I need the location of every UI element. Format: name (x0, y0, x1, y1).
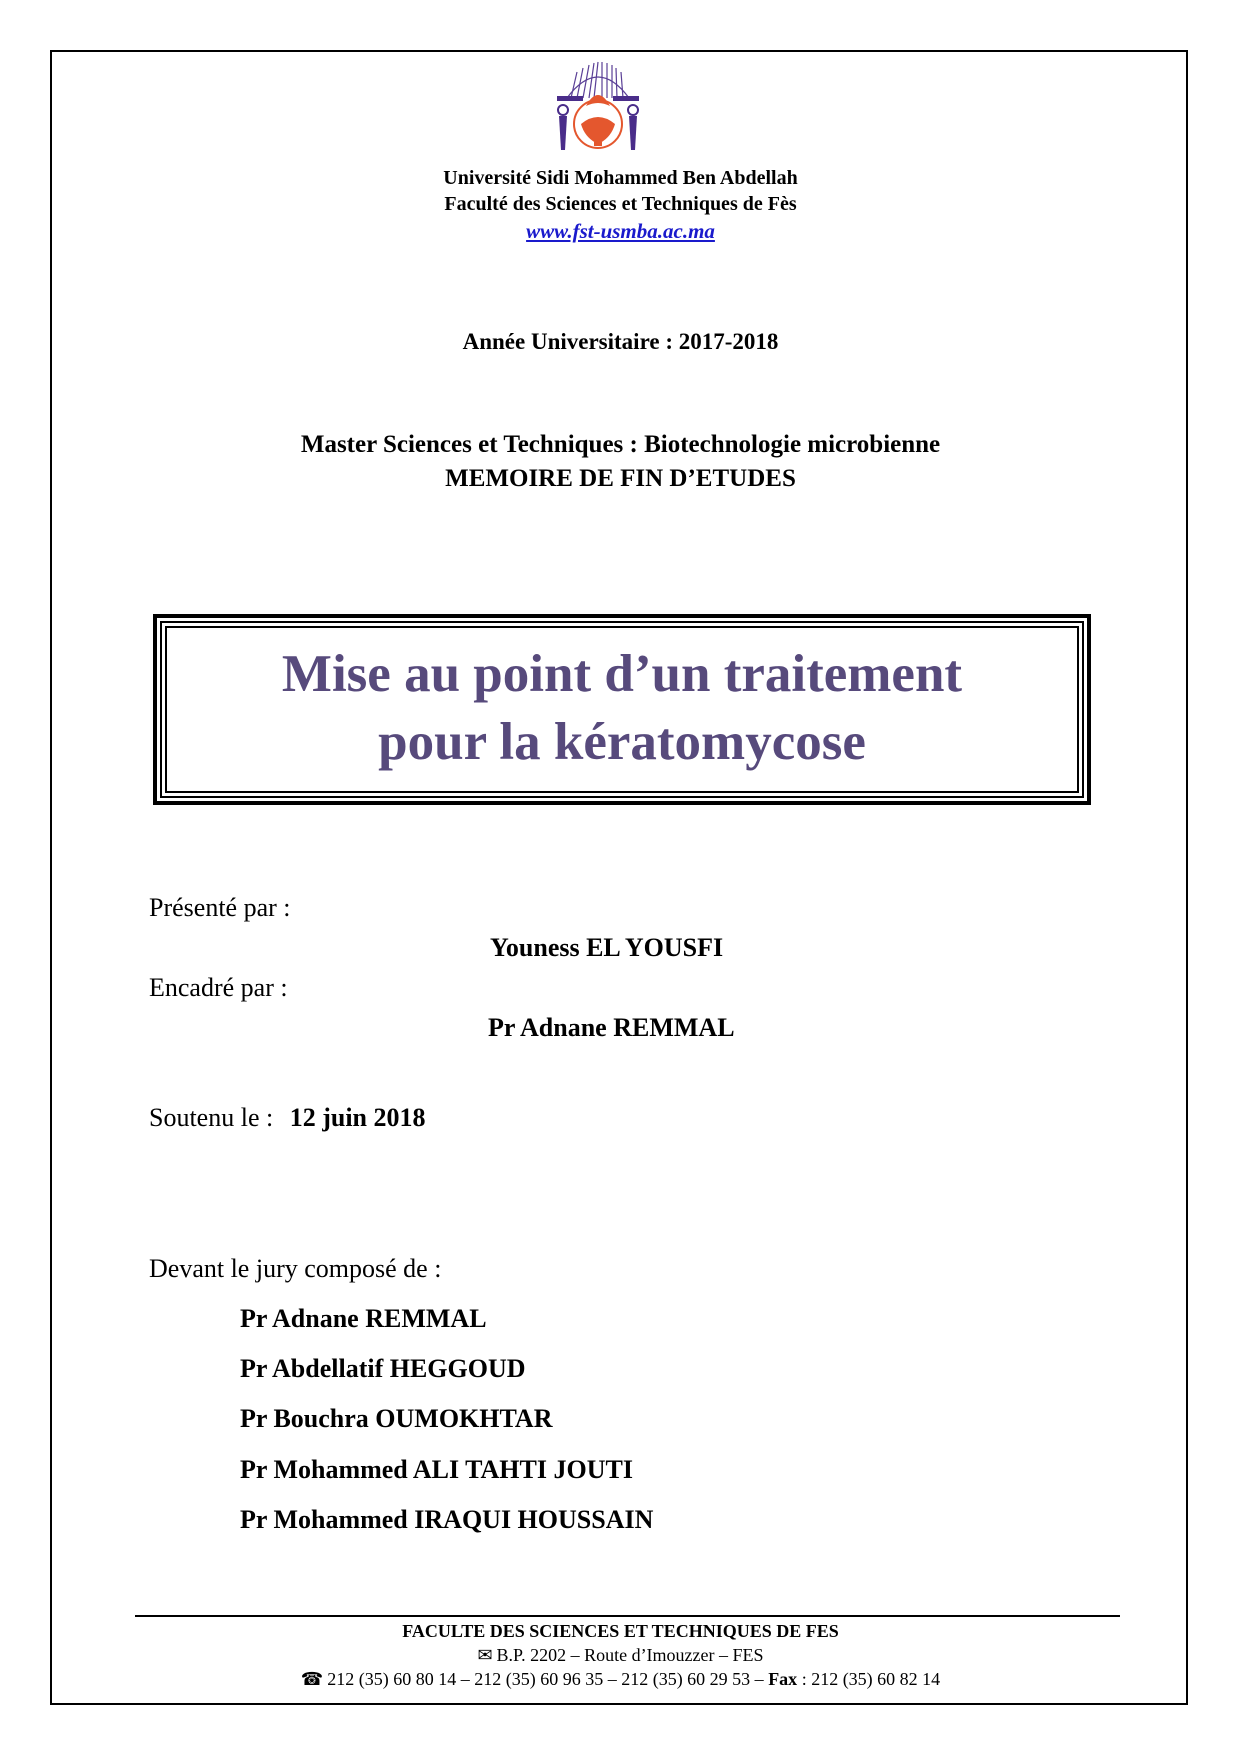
document-type: MEMOIRE DE FIN D’ETUDES (445, 465, 796, 492)
student-name: Youness EL YOUSFI (490, 933, 724, 962)
footer-divider (135, 1615, 1120, 1617)
defense-date: 12 juin 2018 (289, 1103, 426, 1132)
thesis-title-line2: pour la kératomycose (378, 713, 866, 771)
university-name: Université Sidi Mohammed Ben Abdellah (443, 167, 798, 189)
fax-label: Fax (768, 1669, 798, 1689)
institution-header (0, 165, 1241, 217)
mail-icon: ✉ (477, 1645, 493, 1665)
jury-member: Pr Bouchra OUMOKHTAR (240, 1404, 553, 1433)
defense-label: Soutenu le : (149, 1103, 274, 1132)
program-block (0, 428, 1241, 496)
phone-icon: ☎ (300, 1669, 324, 1689)
jury-label: Devant le jury composé de : (149, 1254, 442, 1283)
footer-institution: FACULTE DES SCIENCES ET TECHNIQUES DE FES (402, 1621, 839, 1641)
footer (0, 1619, 1241, 1691)
presented-by-label: Présenté par : (149, 893, 291, 922)
title-frame (153, 614, 1091, 805)
website-link[interactable]: www.fst-usmba.ac.ma (526, 219, 715, 243)
defense-row (149, 1103, 426, 1133)
academic-year: Année Universitaire : 2017-2018 (462, 329, 779, 354)
jury-member: Pr Mohammed ALI TAHTI JOUTI (240, 1455, 633, 1484)
thesis-title (157, 640, 1087, 776)
supervised-by-label: Encadré par : (149, 973, 288, 1002)
jury-member: Pr Adnane REMMAL (240, 1304, 487, 1333)
thesis-title-line1: Mise au point d’un traitement (281, 645, 963, 703)
jury-member: Pr Mohammed IRAQUI HOUSSAIN (240, 1505, 654, 1534)
footer-address: ✉ B.P. 2202 – Route d’Imouzzer – FES (477, 1645, 764, 1665)
faculty-name: Faculté des Sciences et Techniques de Fès (444, 193, 797, 215)
supervisor-name: Pr Adnane REMMAL (488, 1013, 735, 1042)
university-crest-logo (553, 58, 643, 154)
program-name: Master Sciences et Techniques : Biotechnologie microbienne (300, 431, 941, 458)
jury-member: Pr Abdellatif HEGGOUD (240, 1354, 526, 1383)
footer-phones: ☎ 212 (35) 60 80 14 – 212 (35) 60 96 35 – 212 (35) 60 29 53 – Fax : 212 (35) 60 82 14 (300, 1669, 941, 1689)
